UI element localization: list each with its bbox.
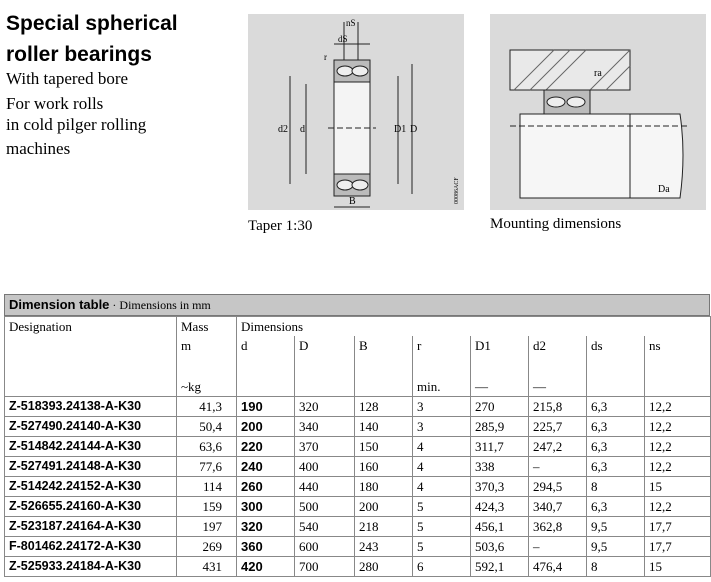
cell-d1: 424,3 — [471, 497, 529, 517]
cell-ns: 17,7 — [645, 537, 711, 557]
table-row — [5, 437, 711, 457]
cell-d: 240 — [237, 457, 295, 477]
cell-ds: 6,3 — [587, 457, 645, 477]
title-line-1: Special spherical — [6, 12, 178, 35]
col-d1-dash: — — [471, 377, 529, 397]
ra-label: ra — [594, 68, 602, 79]
cell-designation: Z-518393.24138-A-K30 — [5, 397, 177, 417]
cell-designation: Z-514242.24152-A-K30 — [5, 477, 177, 497]
cell-b: 243 — [355, 537, 413, 557]
cell-r: 5 — [413, 537, 471, 557]
cell-b: 160 — [355, 457, 413, 477]
cell-b: 280 — [355, 557, 413, 577]
col-mass: Mass — [177, 317, 237, 337]
outer-d-label: D — [410, 124, 418, 135]
cell-d2: 247,2 — [529, 437, 587, 457]
dimension-grid — [4, 316, 711, 577]
cell-r: 4 — [413, 457, 471, 477]
dimension-table-title: Dimension table · Dimensions in mm — [4, 294, 710, 316]
cell-designation: Z-527491.24148-A-K30 — [5, 457, 177, 477]
r-label: r — [324, 52, 327, 62]
cell-d1: 456,1 — [471, 517, 529, 537]
cell-mass: 431 — [177, 557, 237, 577]
cell-b: 128 — [355, 397, 413, 417]
cell-r: 4 — [413, 437, 471, 457]
col-dimensions: Dimensions — [237, 317, 711, 337]
cell-designation: Z-523187.24164-A-K30 — [5, 517, 177, 537]
cell-ns: 12,2 — [645, 397, 711, 417]
cell-d2: 215,8 — [529, 397, 587, 417]
cell-d: 220 — [237, 437, 295, 457]
mounting-caption: Mounting dimensions — [490, 216, 622, 232]
cell-d: 340 — [295, 417, 355, 437]
subtitle-work-rolls: For work rolls — [6, 94, 104, 113]
col-d2-dash: — — [529, 377, 587, 397]
cell-b: 218 — [355, 517, 413, 537]
cell-d1: 285,9 — [471, 417, 529, 437]
cell-d2: – — [529, 457, 587, 477]
cell-b: 180 — [355, 477, 413, 497]
cell-r: 3 — [413, 417, 471, 437]
cell-d: 300 — [237, 497, 295, 517]
cell-ds: 6,3 — [587, 437, 645, 457]
taper-caption: Taper 1:30 — [248, 218, 313, 234]
table-row — [5, 557, 711, 577]
bearing-section-figure — [248, 14, 464, 210]
col-mass-unit: ~kg — [177, 377, 237, 397]
cell-d: 400 — [295, 457, 355, 477]
col-ds: ds — [587, 336, 645, 358]
dimension-table — [4, 294, 710, 577]
cell-d2: – — [529, 537, 587, 557]
col-b: B — [355, 336, 413, 358]
cell-d: 500 — [295, 497, 355, 517]
cell-d: 600 — [295, 537, 355, 557]
cell-mass: 269 — [177, 537, 237, 557]
cell-d: 200 — [237, 417, 295, 437]
cell-d: 700 — [295, 557, 355, 577]
cell-mass: 50,4 — [177, 417, 237, 437]
col-d1: D1 — [471, 336, 529, 358]
d-label: d — [300, 124, 305, 135]
cell-d2: 294,5 — [529, 477, 587, 497]
cell-d2: 362,8 — [529, 517, 587, 537]
figure-code: 00086ACF — [454, 177, 460, 204]
cell-ns: 17,7 — [645, 517, 711, 537]
cell-b: 150 — [355, 437, 413, 457]
da-label: Da — [658, 184, 670, 195]
cell-d: 420 — [237, 557, 295, 577]
d2-label: d2 — [278, 124, 288, 135]
cell-r: 6 — [413, 557, 471, 577]
cell-ns: 12,2 — [645, 497, 711, 517]
cell-d: 440 — [295, 477, 355, 497]
mounting-figure — [490, 14, 706, 210]
cell-ns: 12,2 — [645, 417, 711, 437]
cell-mass: 41,3 — [177, 397, 237, 417]
cell-ds: 9,5 — [587, 537, 645, 557]
cell-d1: 270 — [471, 397, 529, 417]
cell-designation: Z-527490.24140-A-K30 — [5, 417, 177, 437]
cell-d1: 370,3 — [471, 477, 529, 497]
cell-designation: Z-525933.24184-A-K30 — [5, 557, 177, 577]
cell-d: 320 — [237, 517, 295, 537]
ds-label: dS — [338, 34, 348, 44]
cell-mass: 114 — [177, 477, 237, 497]
table-row — [5, 517, 711, 537]
cell-d: 370 — [295, 437, 355, 457]
cell-d: 260 — [237, 477, 295, 497]
col-ns: ns — [645, 336, 711, 358]
cell-d1: 503,6 — [471, 537, 529, 557]
cell-d: 540 — [295, 517, 355, 537]
cell-ns: 12,2 — [645, 457, 711, 477]
cell-d2: 476,4 — [529, 557, 587, 577]
cell-mass: 77,6 — [177, 457, 237, 477]
cell-ns: 15 — [645, 557, 711, 577]
col-outer-d: D — [295, 336, 355, 358]
col-r-min: min. — [413, 377, 471, 397]
cell-ds: 6,3 — [587, 417, 645, 437]
cell-b: 200 — [355, 497, 413, 517]
cell-designation: F-801462.24172-A-K30 — [5, 537, 177, 557]
cell-d: 320 — [295, 397, 355, 417]
cell-d1: 592,1 — [471, 557, 529, 577]
subtitle-machines: machines — [6, 139, 71, 158]
ns-label: nS — [346, 18, 356, 28]
cell-d1: 338 — [471, 457, 529, 477]
mounting-drawing — [490, 14, 706, 210]
cell-mass: 63,6 — [177, 437, 237, 457]
cell-ds: 6,3 — [587, 497, 645, 517]
col-d: d — [237, 336, 295, 358]
col-designation: Designation — [5, 317, 177, 397]
table-row — [5, 417, 711, 437]
cell-ns: 15 — [645, 477, 711, 497]
subtitle-tapered-bore: With tapered bore — [6, 69, 129, 88]
bearing-section-drawing — [248, 14, 464, 210]
cell-r: 5 — [413, 497, 471, 517]
col-r: r — [413, 336, 471, 358]
table-row — [5, 477, 711, 497]
cell-d2: 340,7 — [529, 497, 587, 517]
cell-ns: 12,2 — [645, 437, 711, 457]
cell-d1: 311,7 — [471, 437, 529, 457]
cell-designation: Z-526655.24160-A-K30 — [5, 497, 177, 517]
title-line-2: roller bearings — [6, 43, 152, 66]
cell-ds: 8 — [587, 557, 645, 577]
b-label: B — [349, 196, 356, 207]
cell-d2: 225,7 — [529, 417, 587, 437]
cell-mass: 159 — [177, 497, 237, 517]
table-row — [5, 497, 711, 517]
cell-ds: 6,3 — [587, 397, 645, 417]
table-row — [5, 537, 711, 557]
cell-r: 5 — [413, 517, 471, 537]
cell-d: 190 — [237, 397, 295, 417]
subtitle-pilger: in cold pilger rolling — [6, 115, 147, 134]
table-row — [5, 397, 711, 417]
cell-mass: 197 — [177, 517, 237, 537]
cell-r: 4 — [413, 477, 471, 497]
cell-r: 3 — [413, 397, 471, 417]
page-title — [6, 8, 178, 70]
col-mass-symbol: m — [177, 336, 237, 358]
col-d2: d2 — [529, 336, 587, 358]
cell-b: 140 — [355, 417, 413, 437]
cell-designation: Z-514842.24144-A-K30 — [5, 437, 177, 457]
cell-ds: 9,5 — [587, 517, 645, 537]
cell-ds: 8 — [587, 477, 645, 497]
d1-label: D1 — [394, 124, 407, 135]
table-row — [5, 457, 711, 477]
cell-d: 360 — [237, 537, 295, 557]
